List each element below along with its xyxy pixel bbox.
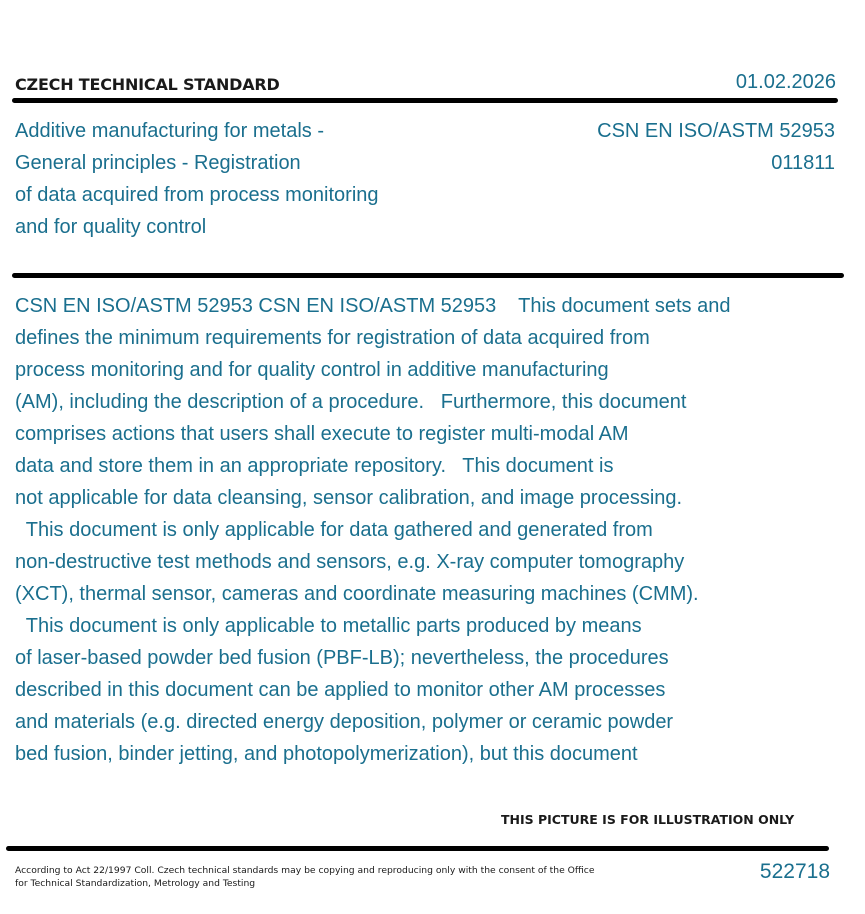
title-line: of data acquired from process monitoring [15,184,379,206]
abstract-line: (AM), including the description of a procedure. Furthermore, this document [15,391,687,413]
title-line: and for quality control [15,216,207,238]
document-title [15,115,379,243]
abstract-line: described in this document can be applied to monitor other AM processes [15,679,666,701]
abstract-line: This document is only applicable for data gathered and generated from [15,519,653,541]
title-divider [12,273,844,278]
abstract-line: (XCT), thermal sensor, cameras and coordinate measuring machines (CMM). [15,583,699,605]
abstract-line: CSN EN ISO/ASTM 52953 CSN EN ISO/ASTM 52953 This document sets and [15,295,731,317]
abstract-line: defines the minimum requirements for registration of data acquired from [15,327,650,349]
class-number: 011811 [771,152,835,174]
legal-line: According to Act 22/1997 Coll. Czech technical standards may be copying and reproducing only with the consent of the Office [15,865,595,876]
title-line: Additive manufacturing for metals - [15,120,325,142]
abstract-line: This document is only applicable to metallic parts produced by means [15,615,642,637]
title-line: General principles - Registration [15,152,301,174]
standard-code: CSN EN ISO/ASTM 52953 [597,120,835,142]
abstract-line: data and store them in an appropriate repository. This document is [15,455,614,477]
publication-date: 01.02.2026 [735,71,836,93]
abstract-line: comprises actions that users shall execute to register multi-modal AM [15,423,629,445]
standard-type-label: CZECH TECHNICAL STANDARD [15,75,280,94]
abstract-line: of laser-based powder bed fusion (PBF-LB); nevertheless, the procedures [15,647,669,669]
abstract-line: and materials (e.g. directed energy deposition, polymer or ceramic powder [15,711,674,733]
legal-notice [15,864,594,890]
abstract-line: non-destructive test methods and sensors, e.g. X-ray computer tomography [15,551,685,573]
standard-identifiers [597,115,835,179]
legal-line: for Technical Standardization, Metrology and Testing [15,878,256,889]
abstract-line: not applicable for data cleansing, sensor calibration, and image processing. [15,487,683,509]
footer-divider [6,846,829,851]
illustration-disclaimer: THIS PICTURE IS FOR ILLUSTRATION ONLY [501,812,795,827]
document-abstract [15,290,730,770]
abstract-line: process monitoring and for quality control in additive manufacturing [15,359,609,381]
abstract-line: bed fusion, binder jetting, and photopolymerization), but this document [15,743,638,765]
document-number: 522718 [759,860,830,883]
header-divider [12,98,838,103]
